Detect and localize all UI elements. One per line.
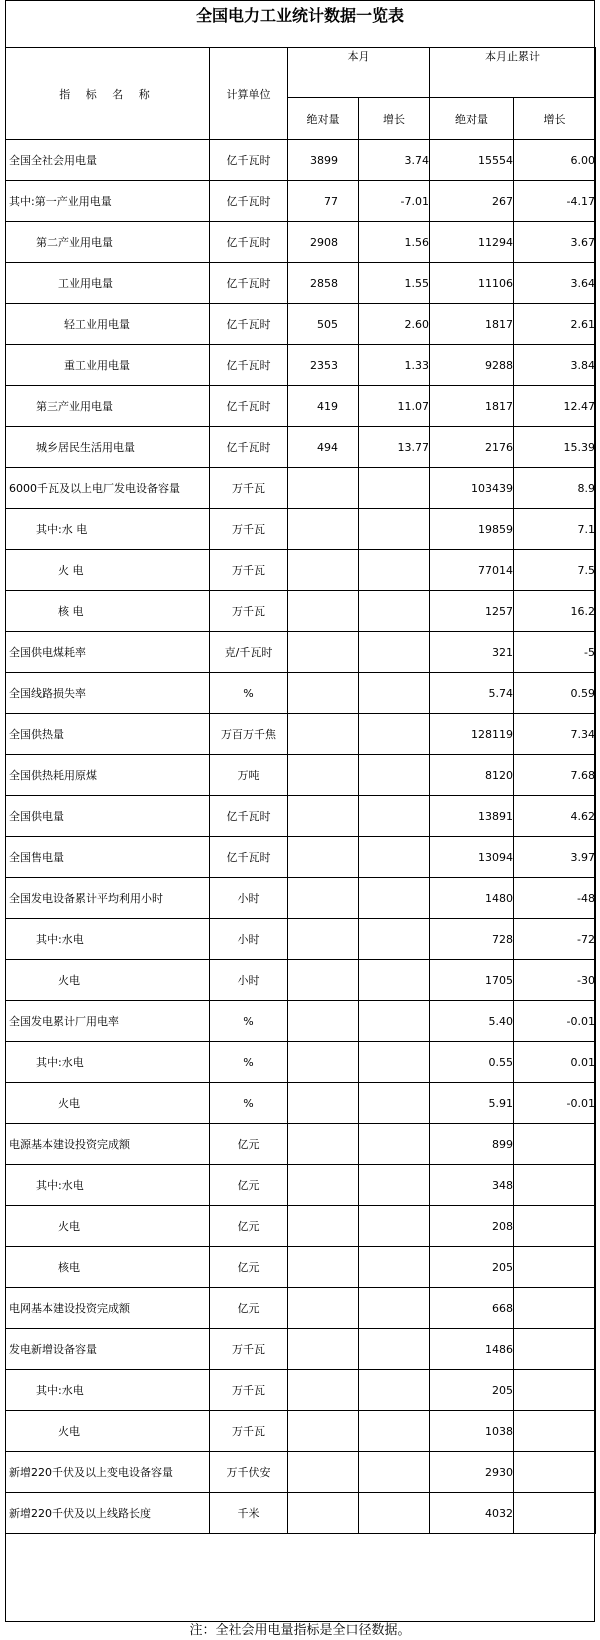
month-absolute-cell — [288, 1165, 359, 1206]
month-absolute-cell — [288, 468, 359, 509]
month-growth-cell — [359, 591, 430, 632]
table-row — [6, 1083, 596, 1124]
month-growth-cell — [359, 1001, 430, 1042]
indicator-name: 其中:水电 — [6, 919, 210, 960]
cumulative-growth-cell: 12.47 — [514, 386, 596, 427]
header-indicator-name: 指 标 名 称 — [6, 48, 210, 140]
cumulative-absolute-cell: 668 — [430, 1288, 514, 1329]
month-absolute-cell: 505 — [288, 304, 359, 345]
month-absolute-cell — [288, 1370, 359, 1411]
table-row — [6, 960, 596, 1001]
cumulative-growth-cell: -72 — [514, 919, 596, 960]
month-absolute-cell — [288, 1493, 359, 1534]
cumulative-growth-cell: 0.01 — [514, 1042, 596, 1083]
month-growth-cell — [359, 878, 430, 919]
month-absolute-cell: 77 — [288, 181, 359, 222]
cumulative-absolute-cell: 2930 — [430, 1452, 514, 1493]
table-row — [6, 1452, 596, 1493]
month-growth-cell — [359, 837, 430, 878]
month-absolute-cell — [288, 632, 359, 673]
unit-cell: % — [210, 1001, 288, 1042]
table-row — [6, 468, 596, 509]
indicator-name: 全国售电量 — [6, 837, 210, 878]
cumulative-growth-cell: 8.9 — [514, 468, 596, 509]
table-row — [6, 1042, 596, 1083]
cumulative-growth-cell: 16.2 — [514, 591, 596, 632]
cumulative-absolute-cell: 13094 — [430, 837, 514, 878]
indicator-name: 火电 — [6, 1083, 210, 1124]
month-absolute-cell — [288, 1124, 359, 1165]
month-growth-cell — [359, 1288, 430, 1329]
indicator-name: 轻工业用电量 — [6, 304, 210, 345]
unit-cell: 亿千瓦时 — [210, 181, 288, 222]
cumulative-absolute-cell: 899 — [430, 1124, 514, 1165]
indicator-name: 其中:水电 — [6, 1165, 210, 1206]
cumulative-absolute-cell: 5.40 — [430, 1001, 514, 1042]
header-unit: 计算单位 — [210, 48, 288, 140]
month-growth-cell — [359, 960, 430, 1001]
unit-cell: 万百万千焦 — [210, 714, 288, 755]
cumulative-absolute-cell: 1480 — [430, 878, 514, 919]
unit-cell: 亿千瓦时 — [210, 140, 288, 181]
table-row — [6, 919, 596, 960]
month-absolute-cell — [288, 714, 359, 755]
indicator-name: 电源基本建设投资完成额 — [6, 1124, 210, 1165]
table-row — [6, 1124, 596, 1165]
cumulative-growth-cell: 7.68 — [514, 755, 596, 796]
indicator-name: 火电 — [6, 1411, 210, 1452]
cumulative-growth-cell — [514, 1288, 596, 1329]
month-absolute-cell — [288, 755, 359, 796]
unit-cell: 万千瓦 — [210, 1411, 288, 1452]
unit-cell: 亿千瓦时 — [210, 304, 288, 345]
month-absolute-cell — [288, 878, 359, 919]
unit-cell: 亿元 — [210, 1206, 288, 1247]
cumulative-absolute-cell: 2176 — [430, 427, 514, 468]
cumulative-growth-cell: -48 — [514, 878, 596, 919]
cumulative-absolute-cell: 128119 — [430, 714, 514, 755]
header-cumulative: 本月止累计 — [430, 48, 596, 98]
cumulative-growth-cell — [514, 1247, 596, 1288]
month-growth-cell — [359, 1329, 430, 1370]
month-absolute-cell: 2908 — [288, 222, 359, 263]
month-growth-cell — [359, 550, 430, 591]
unit-cell: 小时 — [210, 919, 288, 960]
cumulative-absolute-cell: 321 — [430, 632, 514, 673]
month-absolute-cell: 2858 — [288, 263, 359, 304]
indicator-name: 全国供热量 — [6, 714, 210, 755]
table-row — [6, 673, 596, 714]
unit-cell: 亿千瓦时 — [210, 222, 288, 263]
unit-cell: % — [210, 673, 288, 714]
unit-cell: 万千瓦 — [210, 1370, 288, 1411]
month-growth-cell — [359, 714, 430, 755]
month-absolute-cell — [288, 1288, 359, 1329]
indicator-name: 全国发电累计厂用电率 — [6, 1001, 210, 1042]
cumulative-growth-cell — [514, 1124, 596, 1165]
table-row — [6, 1165, 596, 1206]
indicator-name: 新增220千伏及以上线路长度 — [6, 1493, 210, 1534]
table-row — [6, 632, 596, 673]
table-row — [6, 837, 596, 878]
month-growth-cell: 11.07 — [359, 386, 430, 427]
month-growth-cell — [359, 1411, 430, 1452]
indicator-name: 城乡居民生活用电量 — [6, 427, 210, 468]
unit-cell: 亿千瓦时 — [210, 796, 288, 837]
cumulative-growth-cell: -30 — [514, 960, 596, 1001]
month-absolute-cell — [288, 1247, 359, 1288]
cumulative-growth-cell: 3.97 — [514, 837, 596, 878]
indicator-name: 火电 — [6, 1206, 210, 1247]
unit-cell: 克/千瓦时 — [210, 632, 288, 673]
table-row — [6, 1288, 596, 1329]
table-row — [6, 222, 596, 263]
unit-cell: 亿千瓦时 — [210, 345, 288, 386]
cumulative-absolute-cell: 4032 — [430, 1493, 514, 1534]
cumulative-growth-cell — [514, 1493, 596, 1534]
cumulative-absolute-cell: 348 — [430, 1165, 514, 1206]
month-absolute-cell — [288, 1001, 359, 1042]
indicator-name: 核 电 — [6, 591, 210, 632]
month-growth-cell — [359, 1247, 430, 1288]
table-row — [6, 755, 596, 796]
unit-cell: 万千瓦 — [210, 550, 288, 591]
month-absolute-cell — [288, 1083, 359, 1124]
footnote: 注：全社会用电量指标是全口径数据。 — [189, 1623, 411, 1638]
cumulative-absolute-cell: 77014 — [430, 550, 514, 591]
cumulative-absolute-cell: 0.55 — [430, 1042, 514, 1083]
cumulative-growth-cell: 0.59 — [514, 673, 596, 714]
month-growth-cell — [359, 1493, 430, 1534]
cumulative-absolute-cell: 1257 — [430, 591, 514, 632]
month-growth-cell — [359, 673, 430, 714]
table-row — [6, 345, 596, 386]
table-row — [6, 1370, 596, 1411]
month-absolute-cell: 3899 — [288, 140, 359, 181]
indicator-name: 核电 — [6, 1247, 210, 1288]
table-row — [6, 304, 596, 345]
cumulative-absolute-cell: 267 — [430, 181, 514, 222]
unit-cell: 小时 — [210, 878, 288, 919]
table-row — [6, 591, 596, 632]
month-absolute-cell: 494 — [288, 427, 359, 468]
cumulative-absolute-cell: 1705 — [430, 960, 514, 1001]
month-absolute-cell — [288, 837, 359, 878]
cumulative-growth-cell: 3.64 — [514, 263, 596, 304]
cumulative-absolute-cell: 8120 — [430, 755, 514, 796]
unit-cell: 万千瓦 — [210, 1329, 288, 1370]
table-row — [6, 263, 596, 304]
month-absolute-cell — [288, 509, 359, 550]
month-growth-cell — [359, 1124, 430, 1165]
indicator-name: 第三产业用电量 — [6, 386, 210, 427]
table-row — [6, 1001, 596, 1042]
cumulative-absolute-cell: 15554 — [430, 140, 514, 181]
month-growth-cell: -7.01 — [359, 181, 430, 222]
cumulative-absolute-cell: 208 — [430, 1206, 514, 1247]
month-absolute-cell — [288, 919, 359, 960]
unit-cell: 亿千瓦时 — [210, 837, 288, 878]
month-absolute-cell — [288, 550, 359, 591]
cumulative-growth-cell: -0.01 — [514, 1083, 596, 1124]
indicator-name: 其中:水电 — [6, 1370, 210, 1411]
cumulative-growth-cell — [514, 1329, 596, 1370]
unit-cell: 亿千瓦时 — [210, 263, 288, 304]
unit-cell: 小时 — [210, 960, 288, 1001]
month-growth-cell: 1.33 — [359, 345, 430, 386]
cumulative-growth-cell: 7.1 — [514, 509, 596, 550]
unit-cell: 万千伏安 — [210, 1452, 288, 1493]
table-row — [6, 427, 596, 468]
cumulative-growth-cell: 6.00 — [514, 140, 596, 181]
table-row — [6, 714, 596, 755]
cumulative-growth-cell: 15.39 — [514, 427, 596, 468]
unit-cell: 亿元 — [210, 1288, 288, 1329]
table-row — [6, 140, 596, 181]
unit-cell: 亿千瓦时 — [210, 427, 288, 468]
month-absolute-cell — [288, 591, 359, 632]
unit-cell: 万千瓦 — [210, 509, 288, 550]
indicator-name: 全国供热耗用原煤 — [6, 755, 210, 796]
month-growth-cell — [359, 1042, 430, 1083]
indicator-name: 全国供电煤耗率 — [6, 632, 210, 673]
indicator-name: 新增220千伏及以上变电设备容量 — [6, 1452, 210, 1493]
unit-cell: 万吨 — [210, 755, 288, 796]
indicator-name: 其中:第一产业用电量 — [6, 181, 210, 222]
indicator-name: 发电新增设备容量 — [6, 1329, 210, 1370]
month-absolute-cell: 419 — [288, 386, 359, 427]
month-absolute-cell — [288, 673, 359, 714]
cumulative-absolute-cell: 13891 — [430, 796, 514, 837]
table-row — [6, 1329, 596, 1370]
month-growth-cell — [359, 919, 430, 960]
month-absolute-cell — [288, 1206, 359, 1247]
unit-cell: 千米 — [210, 1493, 288, 1534]
month-growth-cell: 3.74 — [359, 140, 430, 181]
month-growth-cell — [359, 1206, 430, 1247]
month-growth-cell — [359, 1083, 430, 1124]
cumulative-absolute-cell: 11106 — [430, 263, 514, 304]
table-row — [6, 1247, 596, 1288]
indicator-name: 重工业用电量 — [6, 345, 210, 386]
unit-cell: 亿元 — [210, 1165, 288, 1206]
cumulative-growth-cell — [514, 1206, 596, 1247]
month-growth-cell — [359, 632, 430, 673]
header-cumulative-absolute: 绝对量 — [430, 98, 514, 140]
month-growth-cell: 1.56 — [359, 222, 430, 263]
cumulative-absolute-cell: 1038 — [430, 1411, 514, 1452]
header-row-main — [6, 48, 596, 98]
cumulative-growth-cell: 3.67 — [514, 222, 596, 263]
table-row — [6, 1206, 596, 1247]
cumulative-absolute-cell: 9288 — [430, 345, 514, 386]
indicator-name: 火电 — [6, 960, 210, 1001]
cumulative-absolute-cell: 11294 — [430, 222, 514, 263]
month-growth-cell — [359, 1452, 430, 1493]
month-absolute-cell — [288, 1452, 359, 1493]
header-cumulative-growth: 增长 — [514, 98, 596, 140]
table-row — [6, 1493, 596, 1534]
month-growth-cell — [359, 1165, 430, 1206]
cumulative-absolute-cell: 1817 — [430, 304, 514, 345]
indicator-name: 第二产业用电量 — [6, 222, 210, 263]
cumulative-growth-cell — [514, 1411, 596, 1452]
indicator-name: 其中:水 电 — [6, 509, 210, 550]
cumulative-absolute-cell: 205 — [430, 1247, 514, 1288]
month-absolute-cell — [288, 960, 359, 1001]
unit-cell: 万千瓦 — [210, 468, 288, 509]
month-growth-cell — [359, 1370, 430, 1411]
indicator-name: 全国供电量 — [6, 796, 210, 837]
month-growth-cell — [359, 796, 430, 837]
month-absolute-cell — [288, 1042, 359, 1083]
indicator-name: 全国发电设备累计平均利用小时 — [6, 878, 210, 919]
month-absolute-cell — [288, 1329, 359, 1370]
indicator-name: 其中:水电 — [6, 1042, 210, 1083]
indicator-name: 工业用电量 — [6, 263, 210, 304]
indicator-name: 火 电 — [6, 550, 210, 591]
indicator-name: 电网基本建设投资完成额 — [6, 1288, 210, 1329]
indicator-name: 全国全社会用电量 — [6, 140, 210, 181]
indicator-name: 6000千瓦及以上电厂发电设备容量 — [6, 468, 210, 509]
table-row — [6, 386, 596, 427]
cumulative-growth-cell — [514, 1165, 596, 1206]
header-month-absolute: 绝对量 — [288, 98, 359, 140]
indicator-name: 全国线路损失率 — [6, 673, 210, 714]
header-month-growth: 增长 — [359, 98, 430, 140]
cumulative-growth-cell: -5 — [514, 632, 596, 673]
month-growth-cell — [359, 755, 430, 796]
month-absolute-cell: 2353 — [288, 345, 359, 386]
unit-cell: 万千瓦 — [210, 591, 288, 632]
cumulative-growth-cell: -4.17 — [514, 181, 596, 222]
cumulative-absolute-cell: 205 — [430, 1370, 514, 1411]
cumulative-growth-cell — [514, 1452, 596, 1493]
cumulative-absolute-cell: 1486 — [430, 1329, 514, 1370]
cumulative-growth-cell: 4.62 — [514, 796, 596, 837]
table-row — [6, 796, 596, 837]
month-absolute-cell — [288, 796, 359, 837]
table-row — [6, 1411, 596, 1452]
table-frame — [5, 0, 595, 1622]
cumulative-growth-cell: -0.01 — [514, 1001, 596, 1042]
page-title: 全国电力工业统计数据一览表 — [195, 6, 404, 25]
month-absolute-cell — [288, 1411, 359, 1452]
header-month: 本月 — [288, 48, 430, 98]
cumulative-absolute-cell: 1817 — [430, 386, 514, 427]
cumulative-absolute-cell: 5.74 — [430, 673, 514, 714]
unit-cell: % — [210, 1042, 288, 1083]
cumulative-growth-cell: 7.5 — [514, 550, 596, 591]
month-growth-cell: 1.55 — [359, 263, 430, 304]
unit-cell: 亿千瓦时 — [210, 386, 288, 427]
cumulative-absolute-cell: 19859 — [430, 509, 514, 550]
month-growth-cell — [359, 468, 430, 509]
table-row — [6, 509, 596, 550]
table-body — [6, 140, 596, 1534]
table-row — [6, 181, 596, 222]
unit-cell: 亿元 — [210, 1247, 288, 1288]
unit-cell: 亿元 — [210, 1124, 288, 1165]
cumulative-growth-cell — [514, 1370, 596, 1411]
month-growth-cell — [359, 509, 430, 550]
statistics-table — [5, 47, 596, 1534]
cumulative-absolute-cell: 103439 — [430, 468, 514, 509]
month-growth-cell: 2.60 — [359, 304, 430, 345]
table-row — [6, 878, 596, 919]
cumulative-growth-cell: 2.61 — [514, 304, 596, 345]
table-row — [6, 550, 596, 591]
cumulative-absolute-cell: 5.91 — [430, 1083, 514, 1124]
unit-cell: % — [210, 1083, 288, 1124]
cumulative-growth-cell: 7.34 — [514, 714, 596, 755]
cumulative-growth-cell: 3.84 — [514, 345, 596, 386]
month-growth-cell: 13.77 — [359, 427, 430, 468]
cumulative-absolute-cell: 728 — [430, 919, 514, 960]
